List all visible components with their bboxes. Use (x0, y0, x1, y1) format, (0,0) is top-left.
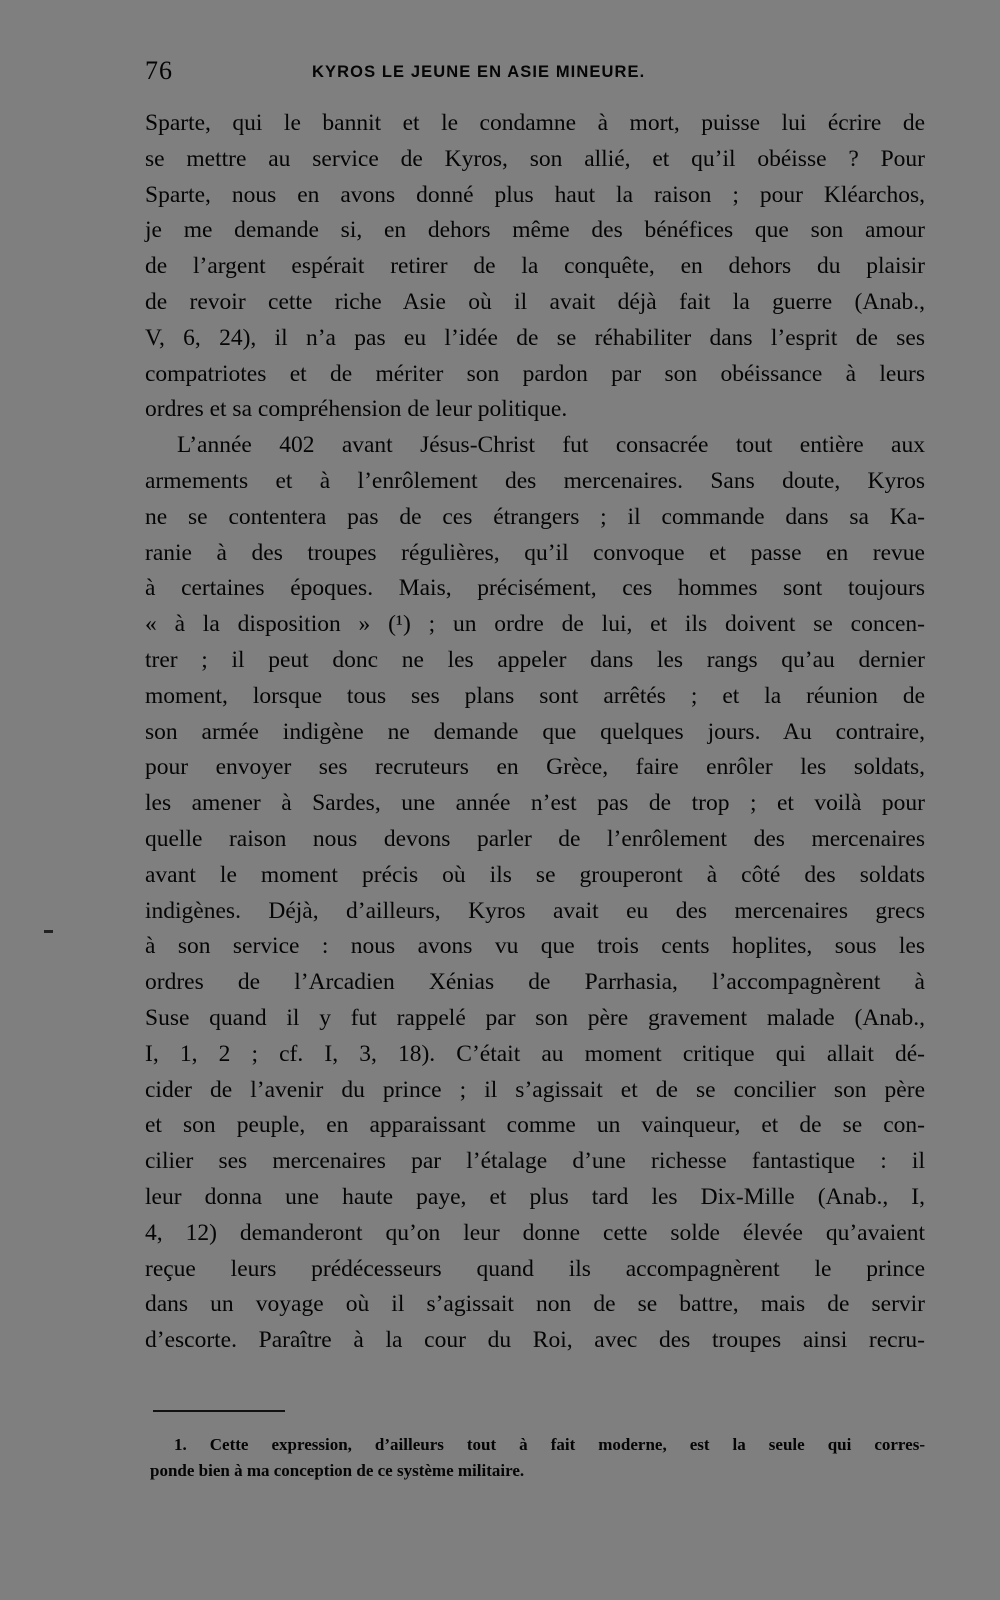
text-line: Suse quand il y fut rappelé par son père gravement malade (Anab., (145, 1004, 925, 1031)
footnote (150, 1432, 925, 1484)
text-line: avant le moment précis où ils se grouperont à côté des soldats (145, 861, 925, 888)
page-number: 76 (145, 56, 173, 85)
text-line: les amener à Sardes, une année n’est pas de trop ; et voilà pour (145, 790, 925, 817)
text-line: cider de l’avenir du prince ; il s’agissait et de se concilier son père (145, 1076, 925, 1103)
text-line: leur donna une haute paye, et plus tard les Dix-Mille (Anab., I, (145, 1183, 925, 1210)
text-line: pour envoyer ses recruteurs en Grèce, faire enrôler les soldats, (145, 754, 925, 781)
text-line: je me demande si, en dehors même des bénéfices que son amour (145, 217, 925, 244)
text-line: ordres et sa compréhension de leur politique. (145, 396, 568, 423)
running-head: KYROS LE JEUNE EN ASIE MINEURE. (312, 63, 646, 81)
text-line: se mettre au service de Kyros, son allié, et qu’il obéisse ? Pour (145, 145, 925, 172)
text-line: Sparte, qui le bannit et le condamne à mort, puisse lui écrire de (145, 110, 925, 136)
text-line: d’escorte. Paraître à la cour du Roi, avec des troupes ainsi recru- (145, 1327, 925, 1354)
text-line: L’année 402 avant Jésus-Christ fut consacrée tout entière aux (177, 432, 925, 459)
footnote-line: ponde bien à ma conception de ce système militaire. (150, 1461, 525, 1480)
text-line: reçue leurs prédécesseurs quand ils accompagnèrent le prince (145, 1255, 925, 1282)
text-line: son armée indigène ne demande que quelques jours. Au contraire, (145, 718, 925, 745)
text-line: ordres de l’Arcadien Xénias de Parrhasia, l’accompagnèrent à (145, 969, 925, 996)
text-line: dans un voyage où il s’agissait non de se battre, mais de servir (145, 1291, 925, 1318)
text-line: moment, lorsque tous ses plans sont arrêtés ; et la réunion de (145, 682, 925, 709)
text-line: 4, 12) demanderont qu’on leur donne cette solde élevée qu’avaient (145, 1219, 925, 1246)
text-line: ranie à des troupes régulières, qu’il convoque et passe en revue (145, 539, 925, 566)
text-line: de revoir cette riche Asie où il avait déjà fait la guerre (Anab., (145, 288, 925, 315)
text-line: Sparte, nous en avons donné plus haut la raison ; pour Kléarchos, (145, 181, 925, 208)
footnote-rule (153, 1410, 285, 1412)
text-line: à son service : nous avons vu que trois cents hoplites, sous les (145, 933, 925, 960)
footnote-line: 1. Cette expression, d’ailleurs tout à fait moderne, est la seule qui corres- (174, 1435, 925, 1454)
text-line: « à la disposition » (¹) ; un ordre de lui, et ils doivent se concen- (145, 611, 925, 638)
text-line: ne se contentera pas de ces étrangers ; il commande dans sa Ka- (145, 503, 925, 530)
text-line: armements et à l’enrôlement des mercenaires. Sans doute, Kyros (145, 467, 925, 494)
text-line: compatriotes et de mériter son pardon par son obéissance à leurs (145, 360, 925, 387)
text-line: et son peuple, en apparaissant comme un vainqueur, et de se con- (145, 1112, 925, 1139)
text-line: I, 1, 2 ; cf. I, 3, 18). C’était au moment critique qui allait dé- (145, 1040, 925, 1067)
text-line: indigènes. Déjà, d’ailleurs, Kyros avait eu des mercenaires grecs (145, 897, 925, 924)
text-line: de l’argent espérait retirer de la conquête, en dehors du plaisir (145, 253, 925, 280)
text-line: à certaines époques. Mais, précisément, ces hommes sont toujours (145, 575, 925, 602)
margin-mark (44, 930, 53, 933)
body-text (145, 106, 925, 1359)
text-line: trer ; il peut donc ne les appeler dans les rangs qu’au dernier (145, 646, 925, 673)
text-line: cilier ses mercenaires par l’étalage d’une richesse fantastique : il (145, 1148, 925, 1175)
text-line: V, 6, 24), il n’a pas eu l’idée de se réhabiliter dans l’esprit de ses (145, 324, 925, 351)
text-line: quelle raison nous devons parler de l’enrôlement des mercenaires (145, 825, 925, 852)
